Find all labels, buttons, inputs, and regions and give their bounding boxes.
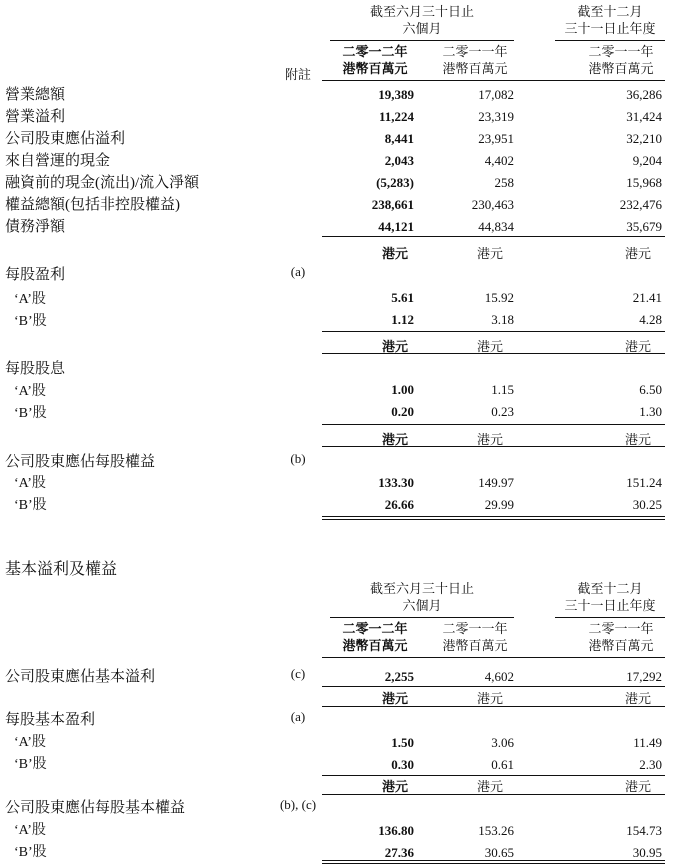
period-year-header [555, 580, 665, 614]
dps-b-2012: 0.20 [391, 404, 414, 419]
currency-label: 港元 [381, 432, 408, 447]
currency-label: 港元 [381, 779, 408, 794]
dps-a-2012: 1.00 [391, 382, 414, 397]
row-value-2011-half: 230,463 [471, 197, 514, 212]
period-year-header [555, 3, 665, 37]
equity-ps-note: (b) [290, 451, 306, 466]
col2-header [430, 43, 520, 77]
ueps-b-2011h: 0.61 [491, 757, 514, 772]
row-value-2012: 11,224 [378, 109, 414, 124]
uequity-ps-b-2011y: 30.95 [632, 845, 662, 860]
ueps-label: 每股基本盈利 [5, 712, 96, 728]
col2-unit: 港幣百萬元 [442, 638, 508, 653]
section-rule [322, 424, 665, 425]
underlying-profit-label: 公司股東應佔基本溢利 [5, 669, 156, 685]
row-value-2011-half: 4,402 [484, 153, 514, 168]
col3-unit: 港幣百萬元 [588, 638, 654, 653]
eps-b-2011h: 3.18 [491, 312, 514, 327]
row-label: 來自營運的現金 [5, 153, 111, 169]
row-label: 融資前的現金(流出)/流入淨額 [5, 175, 200, 191]
uequity-ps-a-2012: 136.80 [378, 823, 414, 838]
dps-a-2011h: 1.15 [491, 382, 514, 397]
col1-header [330, 43, 420, 77]
col3-header [575, 43, 667, 77]
equity-ps-a-2011y: 151.24 [626, 475, 662, 490]
col2-unit: 港幣百萬元 [442, 61, 508, 76]
dps-b-2011y: 1.30 [639, 404, 662, 419]
currency-label: 港元 [624, 246, 651, 261]
currency-label: 港元 [476, 691, 503, 706]
equity-ps-b-2012: 26.66 [384, 497, 414, 512]
eps-a-label: ‘A’股 [14, 292, 46, 307]
header-bottom-rule [322, 657, 665, 658]
ueps-b-label: ‘B’股 [14, 757, 47, 772]
section-rule [322, 446, 665, 447]
section-rule [322, 794, 665, 795]
period-6m-line2: 六個月 [402, 21, 442, 36]
currency-label: 港元 [624, 432, 651, 447]
row-value-2011-year: 15,968 [626, 175, 662, 190]
row-value-2012: 2,043 [384, 153, 414, 168]
ueps-b-2012: 0.30 [391, 757, 414, 772]
row-value-2011-year: 35,679 [626, 219, 662, 234]
header-bottom-rule [322, 80, 665, 81]
currency-label: 港元 [624, 339, 651, 354]
ueps-a-2012: 1.50 [391, 735, 414, 750]
uequity-ps-b-2011h: 30.65 [484, 845, 514, 860]
row-value-2011-year: 36,286 [626, 87, 662, 102]
eps-a-2011h: 15.92 [484, 290, 514, 305]
col2-year: 二零一一年 [442, 621, 508, 636]
eps-a-2011y: 21.41 [632, 290, 662, 305]
dps-label: 每股股息 [5, 361, 66, 377]
period-year-line2: 三十一日止年度 [564, 21, 656, 36]
note-column-header: 附註 [284, 67, 311, 82]
eps-b-2011y: 4.28 [639, 312, 662, 327]
period-6m-line1: 截至六月三十日止 [369, 581, 474, 596]
uequity-ps-label: 公司股東應佔每股基本權益 [5, 800, 186, 816]
dps-a-label: ‘A’股 [14, 384, 46, 399]
currency-label: 港元 [381, 691, 408, 706]
row-value-2011-half: 23,951 [478, 131, 514, 146]
currency-label: 港元 [476, 339, 503, 354]
underlying-profit-note: (c) [290, 666, 306, 681]
currency-label: 港元 [476, 779, 503, 794]
ueps-a-label: ‘A’股 [14, 735, 46, 750]
eps-b-label: ‘B’股 [14, 314, 47, 329]
row-value-2012: 44,121 [378, 219, 414, 234]
period-6m-line1: 截至六月三十日止 [369, 4, 474, 19]
header-rule [555, 617, 665, 618]
section-title: 基本溢利及權益 [5, 561, 118, 578]
currency-label: 港元 [624, 779, 651, 794]
row-value-2011-year: 31,424 [626, 109, 662, 124]
double-rule [322, 516, 665, 520]
ueps-a-2011h: 3.06 [491, 735, 514, 750]
dps-b-2011h: 0.23 [491, 404, 514, 419]
row-value-2012: 19,389 [378, 87, 414, 102]
underlying-profit-2011h: 4,602 [484, 669, 514, 684]
row-value-2011-half: 23,319 [478, 109, 514, 124]
uequity-ps-b-label: ‘B’股 [14, 845, 47, 860]
period-year-line2: 三十一日止年度 [564, 598, 656, 613]
eps-b-2012: 1.12 [391, 312, 414, 327]
ueps-a-2011y: 11.49 [633, 735, 662, 750]
underlying-profit-2012: 2,255 [384, 669, 414, 684]
col1-header [330, 620, 420, 654]
currency-label: 港元 [476, 246, 503, 261]
period-year-line1: 截至十二月 [577, 581, 643, 596]
row-value-2011-half: 258 [494, 175, 514, 190]
currency-label: 港元 [381, 246, 408, 261]
equity-ps-b-2011h: 29.99 [484, 497, 514, 512]
uequity-ps-a-label: ‘A’股 [14, 823, 46, 838]
row-label: 債務淨額 [5, 219, 66, 235]
col2-header [430, 620, 520, 654]
row-value-2011-year: 9,204 [632, 153, 662, 168]
header-rule [330, 40, 514, 41]
eps-label: 每股盈利 [5, 267, 66, 283]
dps-b-label: ‘B’股 [14, 406, 47, 421]
eps-note: (a) [290, 264, 306, 279]
equity-ps-b-2011y: 30.25 [632, 497, 662, 512]
equity-ps-a-2012: 133.30 [378, 475, 414, 490]
period-6m-line2: 六個月 [402, 598, 442, 613]
row-label: 公司股東應佔溢利 [5, 131, 126, 147]
uequity-ps-note: (b), (c) [279, 797, 317, 812]
equity-ps-a-label: ‘A’股 [14, 476, 46, 491]
col1-year: 二零一二年 [342, 44, 408, 59]
double-rule [322, 860, 665, 864]
currency-label: 港元 [381, 339, 408, 354]
row-value-2011-half: 44,834 [478, 219, 514, 234]
equity-ps-b-label: ‘B’股 [14, 498, 47, 513]
col3-unit: 港幣百萬元 [588, 61, 654, 76]
section-rule [322, 353, 665, 354]
col1-unit: 港幣百萬元 [342, 61, 408, 76]
equity-ps-a-2011h: 149.97 [478, 475, 514, 490]
section-rule [322, 331, 665, 332]
ueps-note: (a) [290, 709, 306, 724]
row-label: 營業溢利 [5, 109, 66, 125]
rows-bottom-rule [322, 236, 665, 237]
period-year-line1: 截至十二月 [577, 4, 643, 19]
period-6m-header [330, 580, 514, 614]
underlying-profit-2011y: 17,292 [626, 669, 662, 684]
header-rule [555, 40, 665, 41]
uequity-ps-a-2011y: 154.73 [626, 823, 662, 838]
row-value-2012: (5,283) [376, 175, 414, 190]
row-value-2012: 238,661 [371, 197, 414, 212]
col3-header [575, 620, 667, 654]
header-rule [330, 617, 514, 618]
row-value-2011-year: 32,210 [626, 131, 662, 146]
col1-unit: 港幣百萬元 [342, 638, 408, 653]
row-value-2011-year: 232,476 [619, 197, 662, 212]
ueps-b-2011y: 2.30 [639, 757, 662, 772]
eps-a-2012: 5.61 [391, 290, 414, 305]
equity-ps-label: 公司股東應佔每股權益 [5, 454, 156, 470]
col1-year: 二零一二年 [342, 621, 408, 636]
dps-a-2011y: 6.50 [639, 382, 662, 397]
row-value-2012: 8,441 [384, 131, 414, 146]
uequity-ps-a-2011h: 153.26 [478, 823, 514, 838]
currency-label: 港元 [476, 432, 503, 447]
col3-year: 二零一一年 [588, 44, 654, 59]
period-6m-header [330, 3, 514, 37]
section-rule [322, 686, 665, 687]
section-rule [322, 706, 665, 707]
row-value-2011-half: 17,082 [478, 87, 514, 102]
uequity-ps-b-2012: 27.36 [384, 845, 414, 860]
col3-year: 二零一一年 [588, 621, 654, 636]
col2-year: 二零一一年 [442, 44, 508, 59]
row-label: 權益總額(包括非控股權益) [5, 197, 180, 213]
currency-label: 港元 [624, 691, 651, 706]
row-label: 營業總額 [5, 87, 66, 103]
